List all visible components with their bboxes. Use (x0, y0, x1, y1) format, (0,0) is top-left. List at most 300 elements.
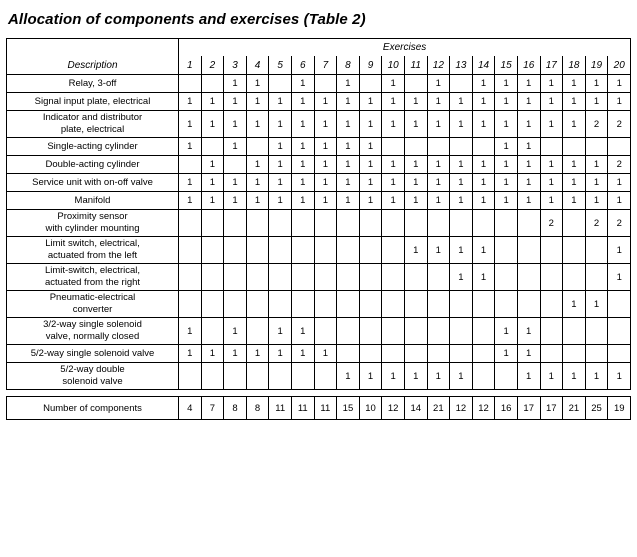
cell-r12-c9 (359, 318, 382, 345)
cell-r6-c3: 1 (224, 174, 247, 192)
cell-r10-c1 (179, 264, 202, 291)
cell-r9-c20: 1 (608, 237, 631, 264)
cell-r12-c18 (563, 318, 586, 345)
cell-r5-c7: 1 (314, 156, 337, 174)
cell-r4-c14 (472, 138, 495, 156)
cell-r5-c4: 1 (246, 156, 269, 174)
cell-r13-c17 (540, 345, 563, 363)
cell-r12-c20 (608, 318, 631, 345)
cell-r2-c18: 1 (563, 93, 586, 111)
cell-r7-c14: 1 (472, 192, 495, 210)
cell-r13-c3: 1 (224, 345, 247, 363)
cell-r10-c6 (291, 264, 314, 291)
cell-r12-c19 (585, 318, 608, 345)
cell-r2-c1: 1 (179, 93, 202, 111)
header-col-5: 5 (269, 56, 292, 75)
cell-r11-c2 (201, 291, 224, 318)
cell-r9-c14: 1 (472, 237, 495, 264)
cell-r1-c13 (450, 75, 473, 93)
totals-label: Number of components (7, 397, 179, 420)
cell-r13-c7: 1 (314, 345, 337, 363)
cell-r11-c11 (404, 291, 427, 318)
cell-r2-c5: 1 (269, 93, 292, 111)
header-col-12: 12 (427, 56, 450, 75)
cell-r13-c6: 1 (291, 345, 314, 363)
cell-r13-c1: 1 (179, 345, 202, 363)
cell-r10-c10 (382, 264, 405, 291)
cell-r10-c13: 1 (450, 264, 473, 291)
cell-r13-c20 (608, 345, 631, 363)
cell-r1-c5 (269, 75, 292, 93)
cell-r6-c13: 1 (450, 174, 473, 192)
cell-r7-c6: 1 (291, 192, 314, 210)
cell-r11-c20 (608, 291, 631, 318)
cell-r3-c20: 2 (608, 111, 631, 138)
cell-r8-c5 (269, 210, 292, 237)
cell-r13-c14 (472, 345, 495, 363)
cell-r9-c15 (495, 237, 518, 264)
component-description: Limit switch, electrical, actuated from the left (7, 237, 179, 264)
cell-r12-c3: 1 (224, 318, 247, 345)
cell-r6-c14: 1 (472, 174, 495, 192)
table-row (7, 345, 631, 363)
header-col-18: 18 (563, 56, 586, 75)
cell-r14-c7 (314, 363, 337, 390)
cell-r9-c16 (517, 237, 540, 264)
cell-r13-c11 (404, 345, 427, 363)
cell-r4-c7: 1 (314, 138, 337, 156)
cell-r10-c12 (427, 264, 450, 291)
cell-r3-c6: 1 (291, 111, 314, 138)
cell-r2-c7: 1 (314, 93, 337, 111)
cell-r5-c2: 1 (201, 156, 224, 174)
cell-r4-c10 (382, 138, 405, 156)
cell-r10-c18 (563, 264, 586, 291)
cell-r6-c7: 1 (314, 174, 337, 192)
cell-r8-c3 (224, 210, 247, 237)
component-description: 3/2-way single solenoid valve, normally closed (7, 318, 179, 345)
cell-r9-c11: 1 (404, 237, 427, 264)
cell-r3-c10: 1 (382, 111, 405, 138)
table-row (7, 156, 631, 174)
cell-r9-c7 (314, 237, 337, 264)
header-col-10: 10 (382, 56, 405, 75)
total-c11: 14 (404, 397, 427, 420)
cell-r12-c7 (314, 318, 337, 345)
cell-r8-c18 (563, 210, 586, 237)
header-col-6: 6 (291, 56, 314, 75)
cell-r4-c9: 1 (359, 138, 382, 156)
cell-r8-c13 (450, 210, 473, 237)
cell-r5-c18: 1 (563, 156, 586, 174)
cell-r11-c13 (450, 291, 473, 318)
cell-r6-c11: 1 (404, 174, 427, 192)
cell-r14-c19: 1 (585, 363, 608, 390)
cell-r13-c8 (337, 345, 360, 363)
cell-r11-c16 (517, 291, 540, 318)
cell-r6-c16: 1 (517, 174, 540, 192)
total-c15: 16 (495, 397, 518, 420)
cell-r6-c17: 1 (540, 174, 563, 192)
cell-r11-c14 (472, 291, 495, 318)
cell-r2-c8: 1 (337, 93, 360, 111)
cell-r6-c1: 1 (179, 174, 202, 192)
total-c17: 17 (540, 397, 563, 420)
cell-r13-c4: 1 (246, 345, 269, 363)
cell-r13-c10 (382, 345, 405, 363)
cell-r14-c14 (472, 363, 495, 390)
cell-r2-c14: 1 (472, 93, 495, 111)
cell-r11-c10 (382, 291, 405, 318)
cell-r13-c16: 1 (517, 345, 540, 363)
cell-r4-c3: 1 (224, 138, 247, 156)
cell-r4-c11 (404, 138, 427, 156)
cell-r4-c12 (427, 138, 450, 156)
cell-r11-c19: 1 (585, 291, 608, 318)
cell-r5-c17: 1 (540, 156, 563, 174)
cell-r4-c19 (585, 138, 608, 156)
cell-r10-c16 (517, 264, 540, 291)
component-description: Limit-switch, electrical, actuated from the right (7, 264, 179, 291)
cell-r4-c2 (201, 138, 224, 156)
table-row (7, 192, 631, 210)
header-col-9: 9 (359, 56, 382, 75)
table-row (7, 210, 631, 237)
table-row (7, 318, 631, 345)
cell-r8-c1 (179, 210, 202, 237)
component-description: Pneumatic-electrical converter (7, 291, 179, 318)
cell-r5-c20: 2 (608, 156, 631, 174)
cell-r10-c3 (224, 264, 247, 291)
cell-r4-c8: 1 (337, 138, 360, 156)
table-row (7, 93, 631, 111)
cell-r2-c2: 1 (201, 93, 224, 111)
cell-r12-c2 (201, 318, 224, 345)
header-col-8: 8 (337, 56, 360, 75)
cell-r1-c4: 1 (246, 75, 269, 93)
cell-r12-c17 (540, 318, 563, 345)
cell-r1-c7 (314, 75, 337, 93)
cell-r1-c18: 1 (563, 75, 586, 93)
total-c2: 7 (201, 397, 224, 420)
cell-r10-c19 (585, 264, 608, 291)
cell-r10-c7 (314, 264, 337, 291)
cell-r2-c15: 1 (495, 93, 518, 111)
cell-r11-c7 (314, 291, 337, 318)
cell-r10-c15 (495, 264, 518, 291)
cell-r2-c16: 1 (517, 93, 540, 111)
cell-r8-c6 (291, 210, 314, 237)
component-description: Signal input plate, electrical (7, 93, 179, 111)
cell-r5-c10: 1 (382, 156, 405, 174)
cell-r3-c8: 1 (337, 111, 360, 138)
cell-r11-c18: 1 (563, 291, 586, 318)
cell-r7-c9: 1 (359, 192, 382, 210)
cell-r6-c4: 1 (246, 174, 269, 192)
table-row (7, 75, 631, 93)
cell-r8-c11 (404, 210, 427, 237)
cell-r6-c5: 1 (269, 174, 292, 192)
cell-r3-c14: 1 (472, 111, 495, 138)
table-row (7, 237, 631, 264)
cell-r3-c1: 1 (179, 111, 202, 138)
cell-r14-c4 (246, 363, 269, 390)
cell-r13-c9 (359, 345, 382, 363)
cell-r1-c9 (359, 75, 382, 93)
cell-r12-c1: 1 (179, 318, 202, 345)
allocation-table (6, 38, 631, 420)
cell-r6-c20: 1 (608, 174, 631, 192)
cell-r6-c9: 1 (359, 174, 382, 192)
cell-r8-c16 (517, 210, 540, 237)
total-c1: 4 (179, 397, 202, 420)
header-col-13: 13 (450, 56, 473, 75)
cell-r3-c4: 1 (246, 111, 269, 138)
cell-r6-c6: 1 (291, 174, 314, 192)
component-description: Manifold (7, 192, 179, 210)
cell-r4-c13 (450, 138, 473, 156)
cell-r5-c3 (224, 156, 247, 174)
header-col-2: 2 (201, 56, 224, 75)
cell-r7-c16: 1 (517, 192, 540, 210)
cell-r3-c9: 1 (359, 111, 382, 138)
cell-r10-c20: 1 (608, 264, 631, 291)
cell-r10-c11 (404, 264, 427, 291)
cell-r5-c9: 1 (359, 156, 382, 174)
cell-r1-c11 (404, 75, 427, 93)
cell-r11-c8 (337, 291, 360, 318)
cell-r13-c2: 1 (201, 345, 224, 363)
cell-r6-c8: 1 (337, 174, 360, 192)
totals-row (7, 397, 631, 420)
total-c3: 8 (224, 397, 247, 420)
cell-r1-c20: 1 (608, 75, 631, 93)
component-description: Double-acting cylinder (7, 156, 179, 174)
cell-r13-c19 (585, 345, 608, 363)
cell-r7-c1: 1 (179, 192, 202, 210)
cell-r2-c17: 1 (540, 93, 563, 111)
cell-r13-c13 (450, 345, 473, 363)
header-col-15: 15 (495, 56, 518, 75)
cell-r4-c15: 1 (495, 138, 518, 156)
cell-r14-c9: 1 (359, 363, 382, 390)
total-c10: 12 (382, 397, 405, 420)
cell-r14-c3 (224, 363, 247, 390)
total-c18: 21 (563, 397, 586, 420)
cell-r5-c15: 1 (495, 156, 518, 174)
header-row-columns (7, 56, 631, 75)
cell-r14-c8: 1 (337, 363, 360, 390)
cell-r7-c18: 1 (563, 192, 586, 210)
cell-r1-c8: 1 (337, 75, 360, 93)
header-col-14: 14 (472, 56, 495, 75)
total-c19: 25 (585, 397, 608, 420)
cell-r5-c12: 1 (427, 156, 450, 174)
cell-r4-c20 (608, 138, 631, 156)
component-description: Indicator and distributor plate, electrical (7, 111, 179, 138)
component-description: Single-acting cylinder (7, 138, 179, 156)
cell-r14-c5 (269, 363, 292, 390)
cell-r9-c17 (540, 237, 563, 264)
table-row (7, 264, 631, 291)
cell-r5-c6: 1 (291, 156, 314, 174)
table-row (7, 174, 631, 192)
cell-r1-c16: 1 (517, 75, 540, 93)
cell-r1-c3: 1 (224, 75, 247, 93)
cell-r1-c1 (179, 75, 202, 93)
cell-r12-c10 (382, 318, 405, 345)
cell-r1-c14: 1 (472, 75, 495, 93)
cell-r11-c15 (495, 291, 518, 318)
cell-r4-c16: 1 (517, 138, 540, 156)
cell-r2-c11: 1 (404, 93, 427, 111)
cell-r2-c12: 1 (427, 93, 450, 111)
cell-r10-c4 (246, 264, 269, 291)
cell-r3-c12: 1 (427, 111, 450, 138)
cell-r7-c15: 1 (495, 192, 518, 210)
header-col-7: 7 (314, 56, 337, 75)
cell-r7-c4: 1 (246, 192, 269, 210)
cell-r14-c18: 1 (563, 363, 586, 390)
cell-r14-c17: 1 (540, 363, 563, 390)
cell-r3-c7: 1 (314, 111, 337, 138)
table-row (7, 363, 631, 390)
cell-r10-c14: 1 (472, 264, 495, 291)
cell-r4-c17 (540, 138, 563, 156)
cell-r5-c5: 1 (269, 156, 292, 174)
header-row-exercises (7, 39, 631, 57)
table-row (7, 291, 631, 318)
cell-r5-c8: 1 (337, 156, 360, 174)
cell-r9-c13: 1 (450, 237, 473, 264)
component-description: 5/2-way double solenoid valve (7, 363, 179, 390)
table-row (7, 111, 631, 138)
cell-r2-c3: 1 (224, 93, 247, 111)
cell-r12-c14 (472, 318, 495, 345)
cell-r14-c15 (495, 363, 518, 390)
cell-r11-c3 (224, 291, 247, 318)
total-c9: 10 (359, 397, 382, 420)
cell-r11-c6 (291, 291, 314, 318)
total-c7: 11 (314, 397, 337, 420)
header-exercises-label: Exercises (179, 39, 631, 57)
cell-r5-c16: 1 (517, 156, 540, 174)
cell-r14-c1 (179, 363, 202, 390)
component-description: Proximity sensor with cylinder mounting (7, 210, 179, 237)
cell-r14-c11: 1 (404, 363, 427, 390)
cell-r12-c5: 1 (269, 318, 292, 345)
cell-r3-c5: 1 (269, 111, 292, 138)
total-c13: 12 (450, 397, 473, 420)
component-description: 5/2-way single solenoid valve (7, 345, 179, 363)
header-col-4: 4 (246, 56, 269, 75)
cell-r13-c18 (563, 345, 586, 363)
cell-r7-c5: 1 (269, 192, 292, 210)
cell-r3-c18: 1 (563, 111, 586, 138)
cell-r4-c5: 1 (269, 138, 292, 156)
table-spacer (7, 390, 631, 397)
cell-r8-c17: 2 (540, 210, 563, 237)
component-description: Relay, 3-off (7, 75, 179, 93)
total-c12: 21 (427, 397, 450, 420)
cell-r14-c2 (201, 363, 224, 390)
cell-r11-c12 (427, 291, 450, 318)
cell-r8-c9 (359, 210, 382, 237)
cell-r8-c4 (246, 210, 269, 237)
cell-r11-c5 (269, 291, 292, 318)
cell-r10-c17 (540, 264, 563, 291)
cell-r1-c17: 1 (540, 75, 563, 93)
total-c4: 8 (246, 397, 269, 420)
cell-r7-c13: 1 (450, 192, 473, 210)
cell-r12-c16: 1 (517, 318, 540, 345)
cell-r2-c10: 1 (382, 93, 405, 111)
cell-r2-c9: 1 (359, 93, 382, 111)
total-c5: 11 (269, 397, 292, 420)
cell-r6-c15: 1 (495, 174, 518, 192)
header-blank-cell (7, 39, 179, 57)
cell-r3-c15: 1 (495, 111, 518, 138)
cell-r1-c10: 1 (382, 75, 405, 93)
cell-r14-c6 (291, 363, 314, 390)
cell-r5-c19: 1 (585, 156, 608, 174)
cell-r6-c18: 1 (563, 174, 586, 192)
cell-r4-c18 (563, 138, 586, 156)
total-c8: 15 (337, 397, 360, 420)
cell-r2-c20: 1 (608, 93, 631, 111)
cell-r3-c3: 1 (224, 111, 247, 138)
cell-r9-c8 (337, 237, 360, 264)
cell-r14-c20: 1 (608, 363, 631, 390)
cell-r9-c2 (201, 237, 224, 264)
cell-r11-c17 (540, 291, 563, 318)
cell-r9-c3 (224, 237, 247, 264)
cell-r7-c2: 1 (201, 192, 224, 210)
cell-r3-c19: 2 (585, 111, 608, 138)
cell-r13-c15: 1 (495, 345, 518, 363)
cell-r9-c6 (291, 237, 314, 264)
table-spacer-cell (7, 390, 631, 397)
header-col-17: 17 (540, 56, 563, 75)
cell-r1-c19: 1 (585, 75, 608, 93)
cell-r11-c9 (359, 291, 382, 318)
header-col-16: 16 (517, 56, 540, 75)
cell-r7-c8: 1 (337, 192, 360, 210)
cell-r2-c19: 1 (585, 93, 608, 111)
cell-r12-c15: 1 (495, 318, 518, 345)
cell-r1-c15: 1 (495, 75, 518, 93)
total-c14: 12 (472, 397, 495, 420)
cell-r6-c2: 1 (201, 174, 224, 192)
cell-r8-c8 (337, 210, 360, 237)
cell-r7-c11: 1 (404, 192, 427, 210)
cell-r7-c7: 1 (314, 192, 337, 210)
cell-r5-c13: 1 (450, 156, 473, 174)
cell-r2-c4: 1 (246, 93, 269, 111)
cell-r10-c8 (337, 264, 360, 291)
cell-r10-c2 (201, 264, 224, 291)
cell-r3-c13: 1 (450, 111, 473, 138)
cell-r14-c10: 1 (382, 363, 405, 390)
cell-r9-c5 (269, 237, 292, 264)
cell-r11-c1 (179, 291, 202, 318)
cell-r6-c10: 1 (382, 174, 405, 192)
cell-r14-c12: 1 (427, 363, 450, 390)
cell-r8-c7 (314, 210, 337, 237)
cell-r8-c20: 2 (608, 210, 631, 237)
cell-r9-c1 (179, 237, 202, 264)
header-col-11: 11 (404, 56, 427, 75)
